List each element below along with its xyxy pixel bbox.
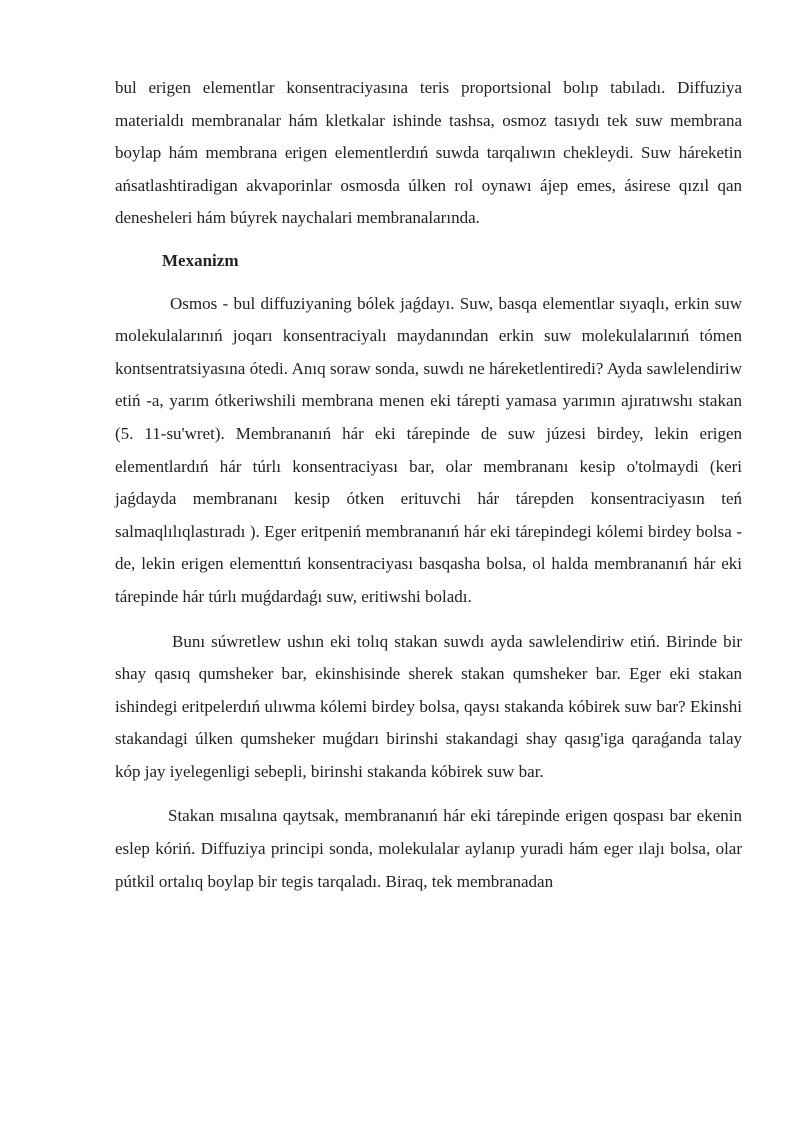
- paragraph: Bunı súwretlew ushın eki tolıq stakan suwdı ayda sawlelendiriw etiń. Birinde bir shay qasıq qumsheker bar, ekinshisinde sherek stakan qumsheker bar. Eger eki stakan ishindegi eritpelerdıń ulıwma kólemi birdey bolsa, qaysı stakanda kóbirek suw bar? Ekinshi stakandagi úlken qumsheker muǵdarı birinshi stakandagi shay qasıg'iga qaraǵanda talay kóp jay iyelegenligi sebepli, birinshi stakanda kóbirek suw bar.: [115, 631, 742, 781]
- paragraph: Stakan mısalına qaytsak, membrananıń hár eki tárepinde erigen qospası bar ekenin eslep kóriń. Diffuziya principi sonda, molekulalar aylanıp yuradi hám eger ılajı bolsa, olar pútkil ortalıq boylap bir tegis tarqaladı. Biraq, tek membranadan: [115, 806, 742, 891]
- document-body: [115, 72, 742, 898]
- paragraph: bul erigen elementlar konsentraciyasına teris proportsional bolıp tabıladı. Diffuziya materialdı membranalar hám kletkalar ishinde tashsa, osmoz tasıydı tek suw membrana boylap hám membrana erigen elementlerdıń suwda tarqalıwın chekleydi. Suw háreketin ańsatlashtiradigan akvaporinlar osmosda úlken rol oynawı ájep emes, ásirese qızıl qan denesheleri hám búyrek naychalari membranalarında.: [115, 78, 742, 228]
- paragraph: Osmos - bul diffuziyaning bólek jaǵdayı. Suw, basqa elementlar sıyaqlı, erkin suw molekulalarınıń joqarı konsentraciyalı maydanından erkin suw molekulalarınıń tómen kontsentratsiyasına ótedi. Anıq soraw sonda, suwdı ne háreketlentiredi? Ayda sawlelendiriw etiń -a, yarım ótkeriwshili membrana menen eki tárepti yamasa yarımın ajıratıwshı stakan (5. 11-su'wret). Membrananıń hár eki tárepinde de suw júzesi birdey, lekin erigen elementlardıń hár túrlı konsentraciyası bar, olar membrananı kesip o'tolmaydi (keri jaǵdayda membrananı kesip ótken erituvchi hár tárepden konsentraciyasın teń salmaqlılıqlastıradı ). Eger eritpeniń membrananıń hár eki tárepindegi kólemi birdey bolsa -de, lekin erigen elementtıń konsentraciyası basqasha bolsa, ol halda membrananıń hár eki tárepinde hár túrlı muǵdardaǵı suw, eritiwshi boladı.: [115, 293, 742, 606]
- section-heading: Mexanizm: [162, 250, 239, 270]
